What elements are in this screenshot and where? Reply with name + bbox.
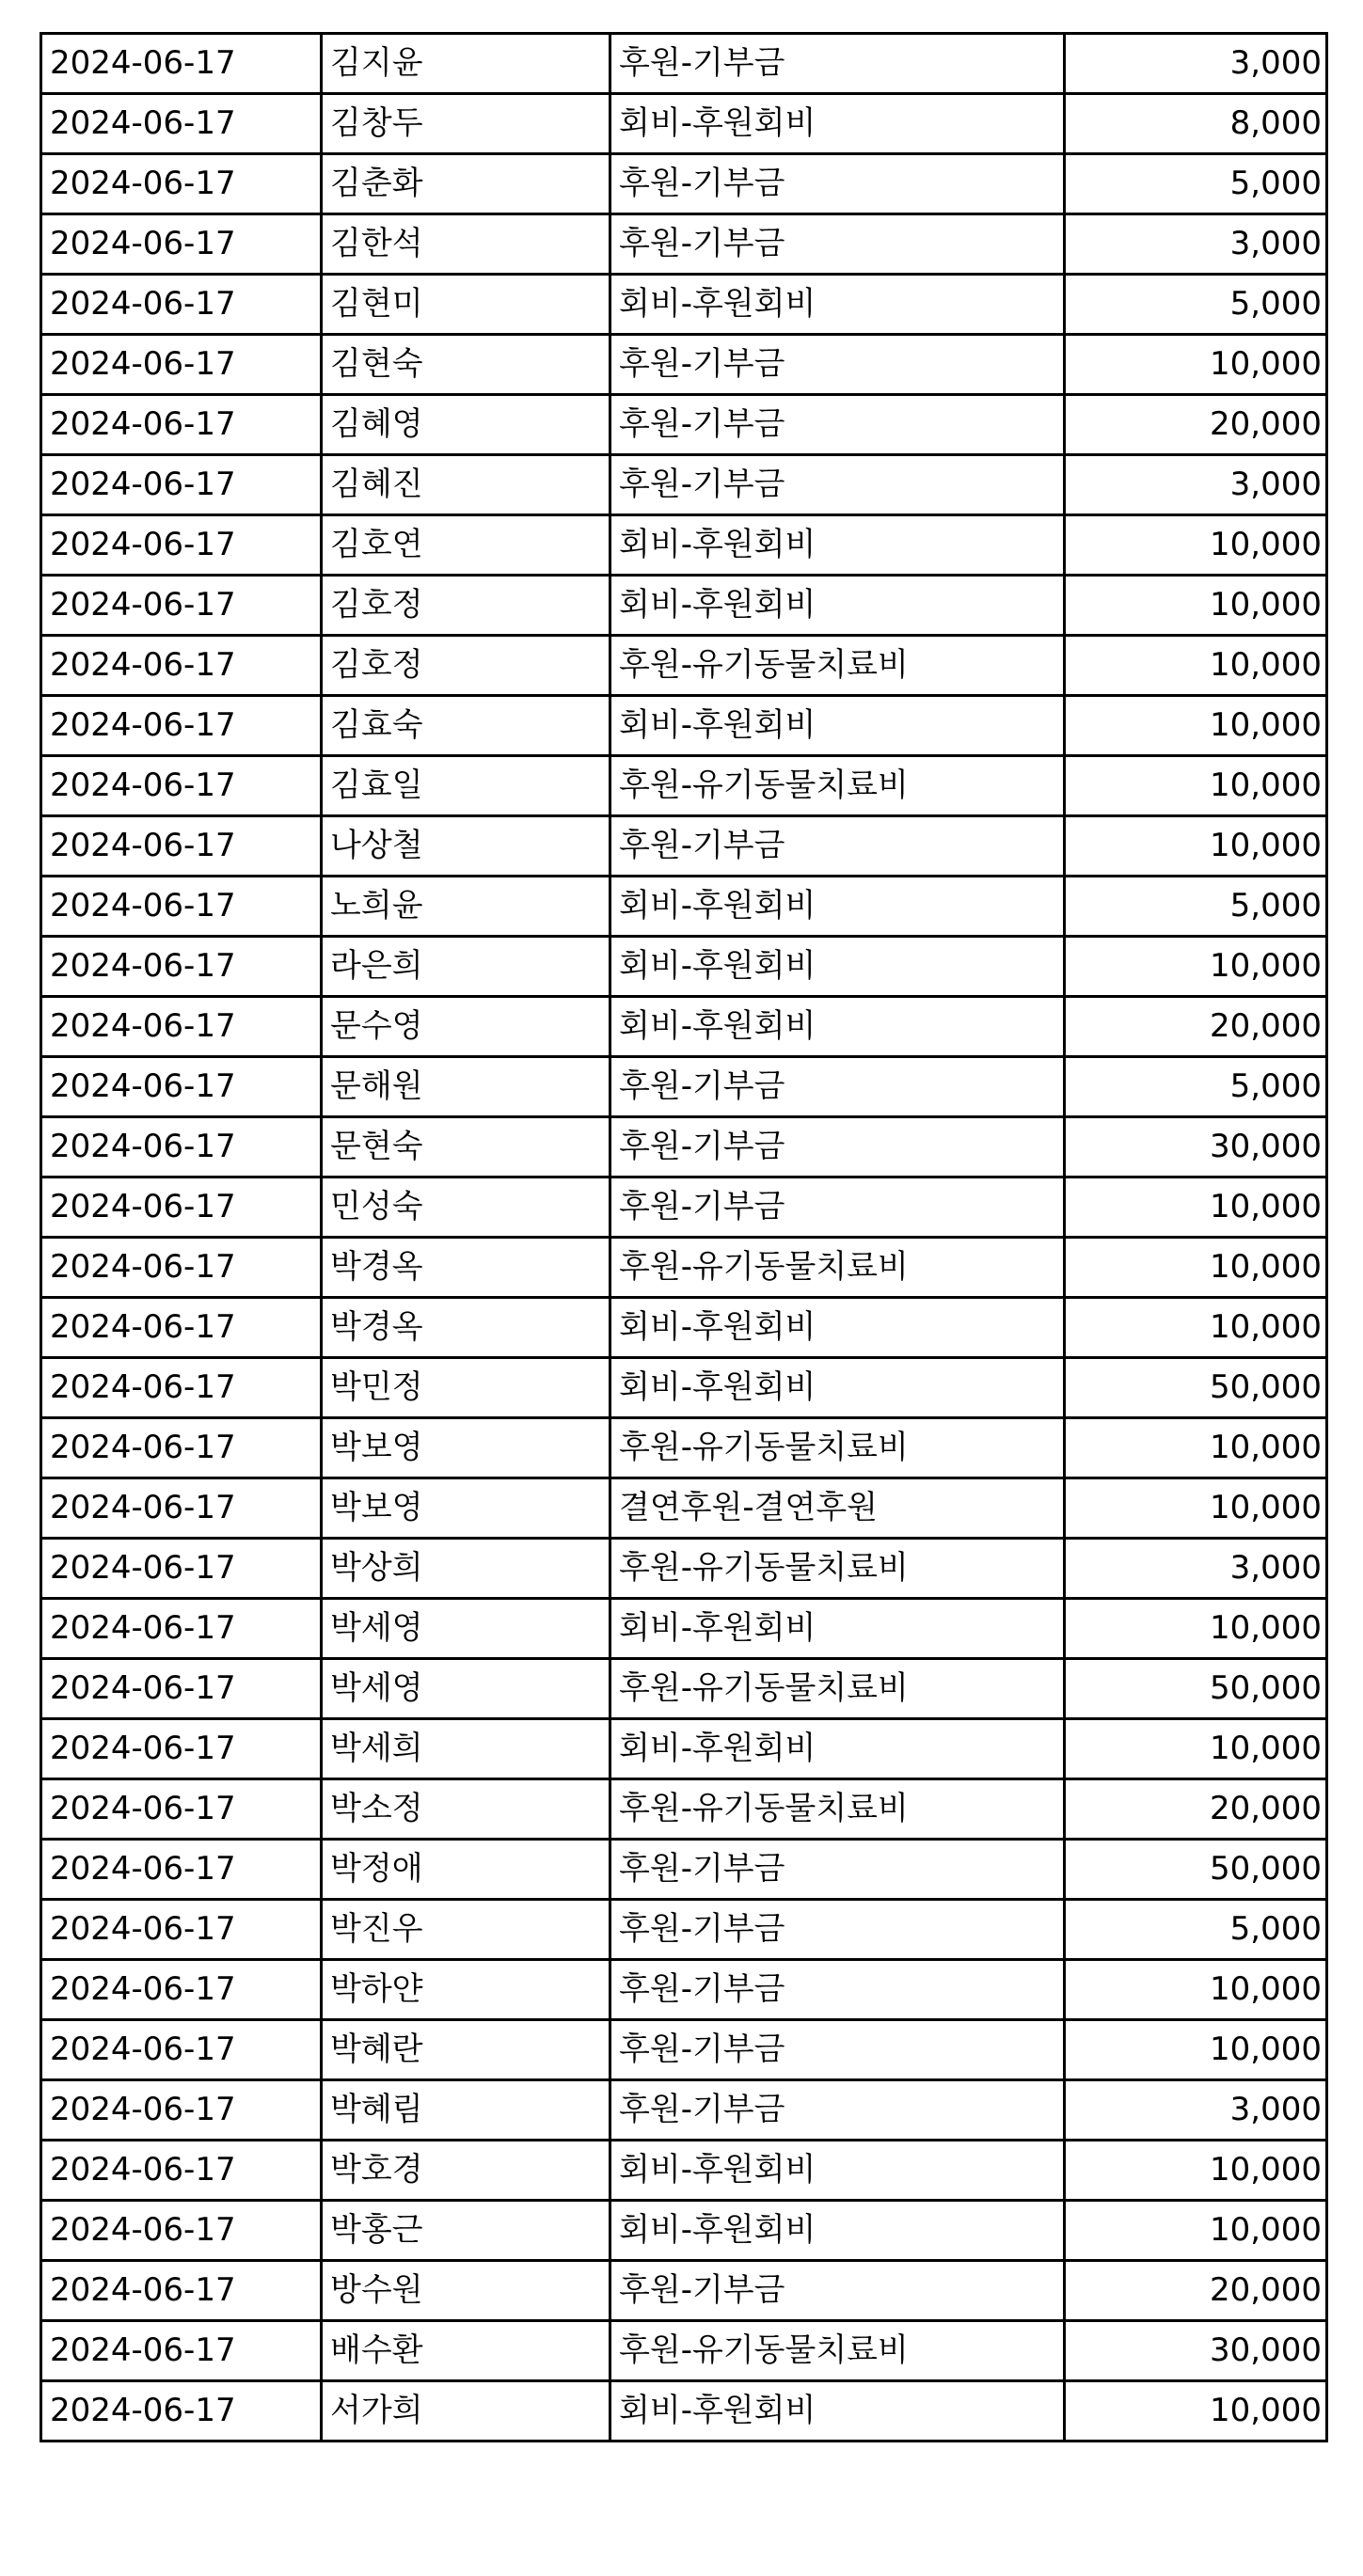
name-cell: 김지윤 <box>322 34 610 94</box>
amount-cell: 10,000 <box>1065 2381 1327 2442</box>
category-cell: 후원-기부금 <box>610 154 1065 214</box>
table-row <box>41 1960 1327 2020</box>
date-cell: 2024-06-17 <box>41 2261 322 2321</box>
category-cell: 회비-후원회비 <box>610 696 1065 756</box>
amount-cell: 10,000 <box>1065 1298 1327 1358</box>
table-row <box>41 515 1327 576</box>
table-row <box>41 154 1327 214</box>
table-row <box>41 1719 1327 1779</box>
table-row <box>41 816 1327 877</box>
name-cell: 박하얀 <box>322 1960 610 2020</box>
name-cell: 박진우 <box>322 1900 610 1960</box>
table-row <box>41 94 1327 154</box>
name-cell: 라은희 <box>322 937 610 997</box>
category-cell: 회비-후원회비 <box>610 937 1065 997</box>
table-row <box>41 576 1327 636</box>
category-cell: 회비-후원회비 <box>610 94 1065 154</box>
date-cell: 2024-06-17 <box>41 877 322 937</box>
amount-cell: 5,000 <box>1065 154 1327 214</box>
date-cell: 2024-06-17 <box>41 455 322 515</box>
amount-cell: 5,000 <box>1065 1900 1327 1960</box>
table-row <box>41 2020 1327 2080</box>
name-cell: 김효숙 <box>322 696 610 756</box>
amount-cell: 30,000 <box>1065 2321 1327 2381</box>
name-cell: 박경옥 <box>322 1298 610 1358</box>
category-cell: 회비-후원회비 <box>610 2201 1065 2261</box>
name-cell: 박세영 <box>322 1599 610 1659</box>
date-cell: 2024-06-17 <box>41 94 322 154</box>
name-cell: 문해원 <box>322 1057 610 1117</box>
amount-cell: 3,000 <box>1065 214 1327 275</box>
amount-cell: 10,000 <box>1065 515 1327 576</box>
date-cell: 2024-06-17 <box>41 1117 322 1177</box>
name-cell: 김창두 <box>322 94 610 154</box>
table-row <box>41 1358 1327 1418</box>
category-cell: 결연후원-결연후원 <box>610 1478 1065 1539</box>
table-row <box>41 756 1327 816</box>
table-row <box>41 275 1327 335</box>
table-row <box>41 997 1327 1057</box>
table-row <box>41 2141 1327 2201</box>
category-cell: 후원-유기동물치료비 <box>610 636 1065 696</box>
table-row <box>41 1057 1327 1117</box>
date-cell: 2024-06-17 <box>41 1418 322 1478</box>
amount-cell: 10,000 <box>1065 1177 1327 1238</box>
amount-cell: 20,000 <box>1065 997 1327 1057</box>
table-row <box>41 636 1327 696</box>
category-cell: 회비-후원회비 <box>610 1358 1065 1418</box>
date-cell: 2024-06-17 <box>41 576 322 636</box>
category-cell: 후원-유기동물치료비 <box>610 1238 1065 1298</box>
table-row <box>41 1779 1327 1840</box>
date-cell: 2024-06-17 <box>41 756 322 816</box>
category-cell: 후원-기부금 <box>610 1117 1065 1177</box>
table-row <box>41 1298 1327 1358</box>
category-cell: 회비-후원회비 <box>610 1298 1065 1358</box>
amount-cell: 50,000 <box>1065 1840 1327 1900</box>
category-cell: 회비-후원회비 <box>610 1719 1065 1779</box>
name-cell: 박경옥 <box>322 1238 610 1298</box>
date-cell: 2024-06-17 <box>41 275 322 335</box>
ledger-body <box>41 34 1327 2442</box>
category-cell: 회비-후원회비 <box>610 576 1065 636</box>
name-cell: 방수원 <box>322 2261 610 2321</box>
name-cell: 민성숙 <box>322 1177 610 1238</box>
date-cell: 2024-06-17 <box>41 515 322 576</box>
amount-cell: 10,000 <box>1065 696 1327 756</box>
date-cell: 2024-06-17 <box>41 2321 322 2381</box>
name-cell: 김춘화 <box>322 154 610 214</box>
name-cell: 김호연 <box>322 515 610 576</box>
category-cell: 회비-후원회비 <box>610 997 1065 1057</box>
date-cell: 2024-06-17 <box>41 2201 322 2261</box>
name-cell: 김현숙 <box>322 335 610 395</box>
name-cell: 박소정 <box>322 1779 610 1840</box>
table-row <box>41 2261 1327 2321</box>
name-cell: 박보영 <box>322 1418 610 1478</box>
category-cell: 후원-유기동물치료비 <box>610 1659 1065 1719</box>
date-cell: 2024-06-17 <box>41 1900 322 1960</box>
category-cell: 회비-후원회비 <box>610 2141 1065 2201</box>
date-cell: 2024-06-17 <box>41 335 322 395</box>
amount-cell: 10,000 <box>1065 2201 1327 2261</box>
table-row <box>41 1238 1327 1298</box>
date-cell: 2024-06-17 <box>41 816 322 877</box>
date-cell: 2024-06-17 <box>41 395 322 455</box>
date-cell: 2024-06-17 <box>41 1298 322 1358</box>
category-cell: 후원-기부금 <box>610 2261 1065 2321</box>
name-cell: 나상철 <box>322 816 610 877</box>
table-row <box>41 696 1327 756</box>
date-cell: 2024-06-17 <box>41 1599 322 1659</box>
category-cell: 후원-기부금 <box>610 395 1065 455</box>
name-cell: 박보영 <box>322 1478 610 1539</box>
date-cell: 2024-06-17 <box>41 1358 322 1418</box>
table-row <box>41 877 1327 937</box>
donation-ledger-table <box>40 32 1328 2442</box>
category-cell: 후원-기부금 <box>610 335 1065 395</box>
table-row <box>41 395 1327 455</box>
amount-cell: 5,000 <box>1065 877 1327 937</box>
amount-cell: 20,000 <box>1065 395 1327 455</box>
category-cell: 후원-기부금 <box>610 1960 1065 2020</box>
table-row <box>41 1539 1327 1599</box>
date-cell: 2024-06-17 <box>41 2381 322 2442</box>
category-cell: 후원-유기동물치료비 <box>610 1418 1065 1478</box>
table-row <box>41 455 1327 515</box>
category-cell: 후원-유기동물치료비 <box>610 756 1065 816</box>
name-cell: 박상희 <box>322 1539 610 1599</box>
table-row <box>41 1478 1327 1539</box>
amount-cell: 10,000 <box>1065 2020 1327 2080</box>
category-cell: 후원-유기동물치료비 <box>610 2321 1065 2381</box>
amount-cell: 10,000 <box>1065 1719 1327 1779</box>
category-cell: 후원-기부금 <box>610 2080 1065 2141</box>
amount-cell: 50,000 <box>1065 1358 1327 1418</box>
date-cell: 2024-06-17 <box>41 1960 322 2020</box>
amount-cell: 10,000 <box>1065 1599 1327 1659</box>
category-cell: 후원-기부금 <box>610 34 1065 94</box>
date-cell: 2024-06-17 <box>41 1719 322 1779</box>
date-cell: 2024-06-17 <box>41 2020 322 2080</box>
name-cell: 박정애 <box>322 1840 610 1900</box>
name-cell: 김효일 <box>322 756 610 816</box>
name-cell: 김호정 <box>322 636 610 696</box>
date-cell: 2024-06-17 <box>41 636 322 696</box>
name-cell: 박홍근 <box>322 2201 610 2261</box>
date-cell: 2024-06-17 <box>41 696 322 756</box>
category-cell: 회비-후원회비 <box>610 275 1065 335</box>
category-cell: 후원-기부금 <box>610 1057 1065 1117</box>
table-row <box>41 34 1327 94</box>
category-cell: 회비-후원회비 <box>610 1599 1065 1659</box>
amount-cell: 8,000 <box>1065 94 1327 154</box>
name-cell: 김현미 <box>322 275 610 335</box>
amount-cell: 10,000 <box>1065 2141 1327 2201</box>
name-cell: 박세희 <box>322 1719 610 1779</box>
category-cell: 회비-후원회비 <box>610 877 1065 937</box>
amount-cell: 30,000 <box>1065 1117 1327 1177</box>
table-row <box>41 2321 1327 2381</box>
date-cell: 2024-06-17 <box>41 1478 322 1539</box>
date-cell: 2024-06-17 <box>41 2080 322 2141</box>
table-row <box>41 214 1327 275</box>
name-cell: 김혜진 <box>322 455 610 515</box>
name-cell: 배수환 <box>322 2321 610 2381</box>
name-cell: 문수영 <box>322 997 610 1057</box>
name-cell: 서가희 <box>322 2381 610 2442</box>
date-cell: 2024-06-17 <box>41 1539 322 1599</box>
table-row <box>41 1177 1327 1238</box>
name-cell: 김혜영 <box>322 395 610 455</box>
date-cell: 2024-06-17 <box>41 1238 322 1298</box>
amount-cell: 10,000 <box>1065 335 1327 395</box>
date-cell: 2024-06-17 <box>41 1177 322 1238</box>
name-cell: 김호정 <box>322 576 610 636</box>
date-cell: 2024-06-17 <box>41 214 322 275</box>
name-cell: 박혜림 <box>322 2080 610 2141</box>
table-row <box>41 2381 1327 2442</box>
date-cell: 2024-06-17 <box>41 997 322 1057</box>
table-row <box>41 1659 1327 1719</box>
table-row <box>41 1599 1327 1659</box>
amount-cell: 20,000 <box>1065 1779 1327 1840</box>
name-cell: 박혜란 <box>322 2020 610 2080</box>
amount-cell: 10,000 <box>1065 1478 1327 1539</box>
name-cell: 김한석 <box>322 214 610 275</box>
category-cell: 후원-기부금 <box>610 1840 1065 1900</box>
category-cell: 후원-기부금 <box>610 1177 1065 1238</box>
amount-cell: 10,000 <box>1065 756 1327 816</box>
table-row <box>41 335 1327 395</box>
amount-cell: 5,000 <box>1065 275 1327 335</box>
amount-cell: 10,000 <box>1065 816 1327 877</box>
date-cell: 2024-06-17 <box>41 1659 322 1719</box>
date-cell: 2024-06-17 <box>41 154 322 214</box>
name-cell: 노희윤 <box>322 877 610 937</box>
category-cell: 후원-기부금 <box>610 455 1065 515</box>
date-cell: 2024-06-17 <box>41 2141 322 2201</box>
date-cell: 2024-06-17 <box>41 1057 322 1117</box>
amount-cell: 10,000 <box>1065 937 1327 997</box>
amount-cell: 5,000 <box>1065 1057 1327 1117</box>
table-row <box>41 1840 1327 1900</box>
date-cell: 2024-06-17 <box>41 34 322 94</box>
name-cell: 박호경 <box>322 2141 610 2201</box>
amount-cell: 3,000 <box>1065 455 1327 515</box>
amount-cell: 20,000 <box>1065 2261 1327 2321</box>
date-cell: 2024-06-17 <box>41 1840 322 1900</box>
category-cell: 후원-기부금 <box>610 816 1065 877</box>
amount-cell: 10,000 <box>1065 636 1327 696</box>
table-row <box>41 1900 1327 1960</box>
category-cell: 후원-기부금 <box>610 214 1065 275</box>
amount-cell: 10,000 <box>1065 1418 1327 1478</box>
date-cell: 2024-06-17 <box>41 937 322 997</box>
amount-cell: 50,000 <box>1065 1659 1327 1719</box>
category-cell: 회비-후원회비 <box>610 515 1065 576</box>
name-cell: 박민정 <box>322 1358 610 1418</box>
table-row <box>41 1117 1327 1177</box>
table-row <box>41 1418 1327 1478</box>
amount-cell: 10,000 <box>1065 1960 1327 2020</box>
table-row <box>41 2201 1327 2261</box>
category-cell: 후원-유기동물치료비 <box>610 1779 1065 1840</box>
category-cell: 후원-기부금 <box>610 2020 1065 2080</box>
date-cell: 2024-06-17 <box>41 1779 322 1840</box>
table-row <box>41 937 1327 997</box>
amount-cell: 10,000 <box>1065 576 1327 636</box>
amount-cell: 3,000 <box>1065 2080 1327 2141</box>
table-row <box>41 2080 1327 2141</box>
name-cell: 문현숙 <box>322 1117 610 1177</box>
category-cell: 회비-후원회비 <box>610 2381 1065 2442</box>
name-cell: 박세영 <box>322 1659 610 1719</box>
amount-cell: 3,000 <box>1065 34 1327 94</box>
category-cell: 후원-유기동물치료비 <box>610 1539 1065 1599</box>
amount-cell: 3,000 <box>1065 1539 1327 1599</box>
amount-cell: 10,000 <box>1065 1238 1327 1298</box>
category-cell: 후원-기부금 <box>610 1900 1065 1960</box>
